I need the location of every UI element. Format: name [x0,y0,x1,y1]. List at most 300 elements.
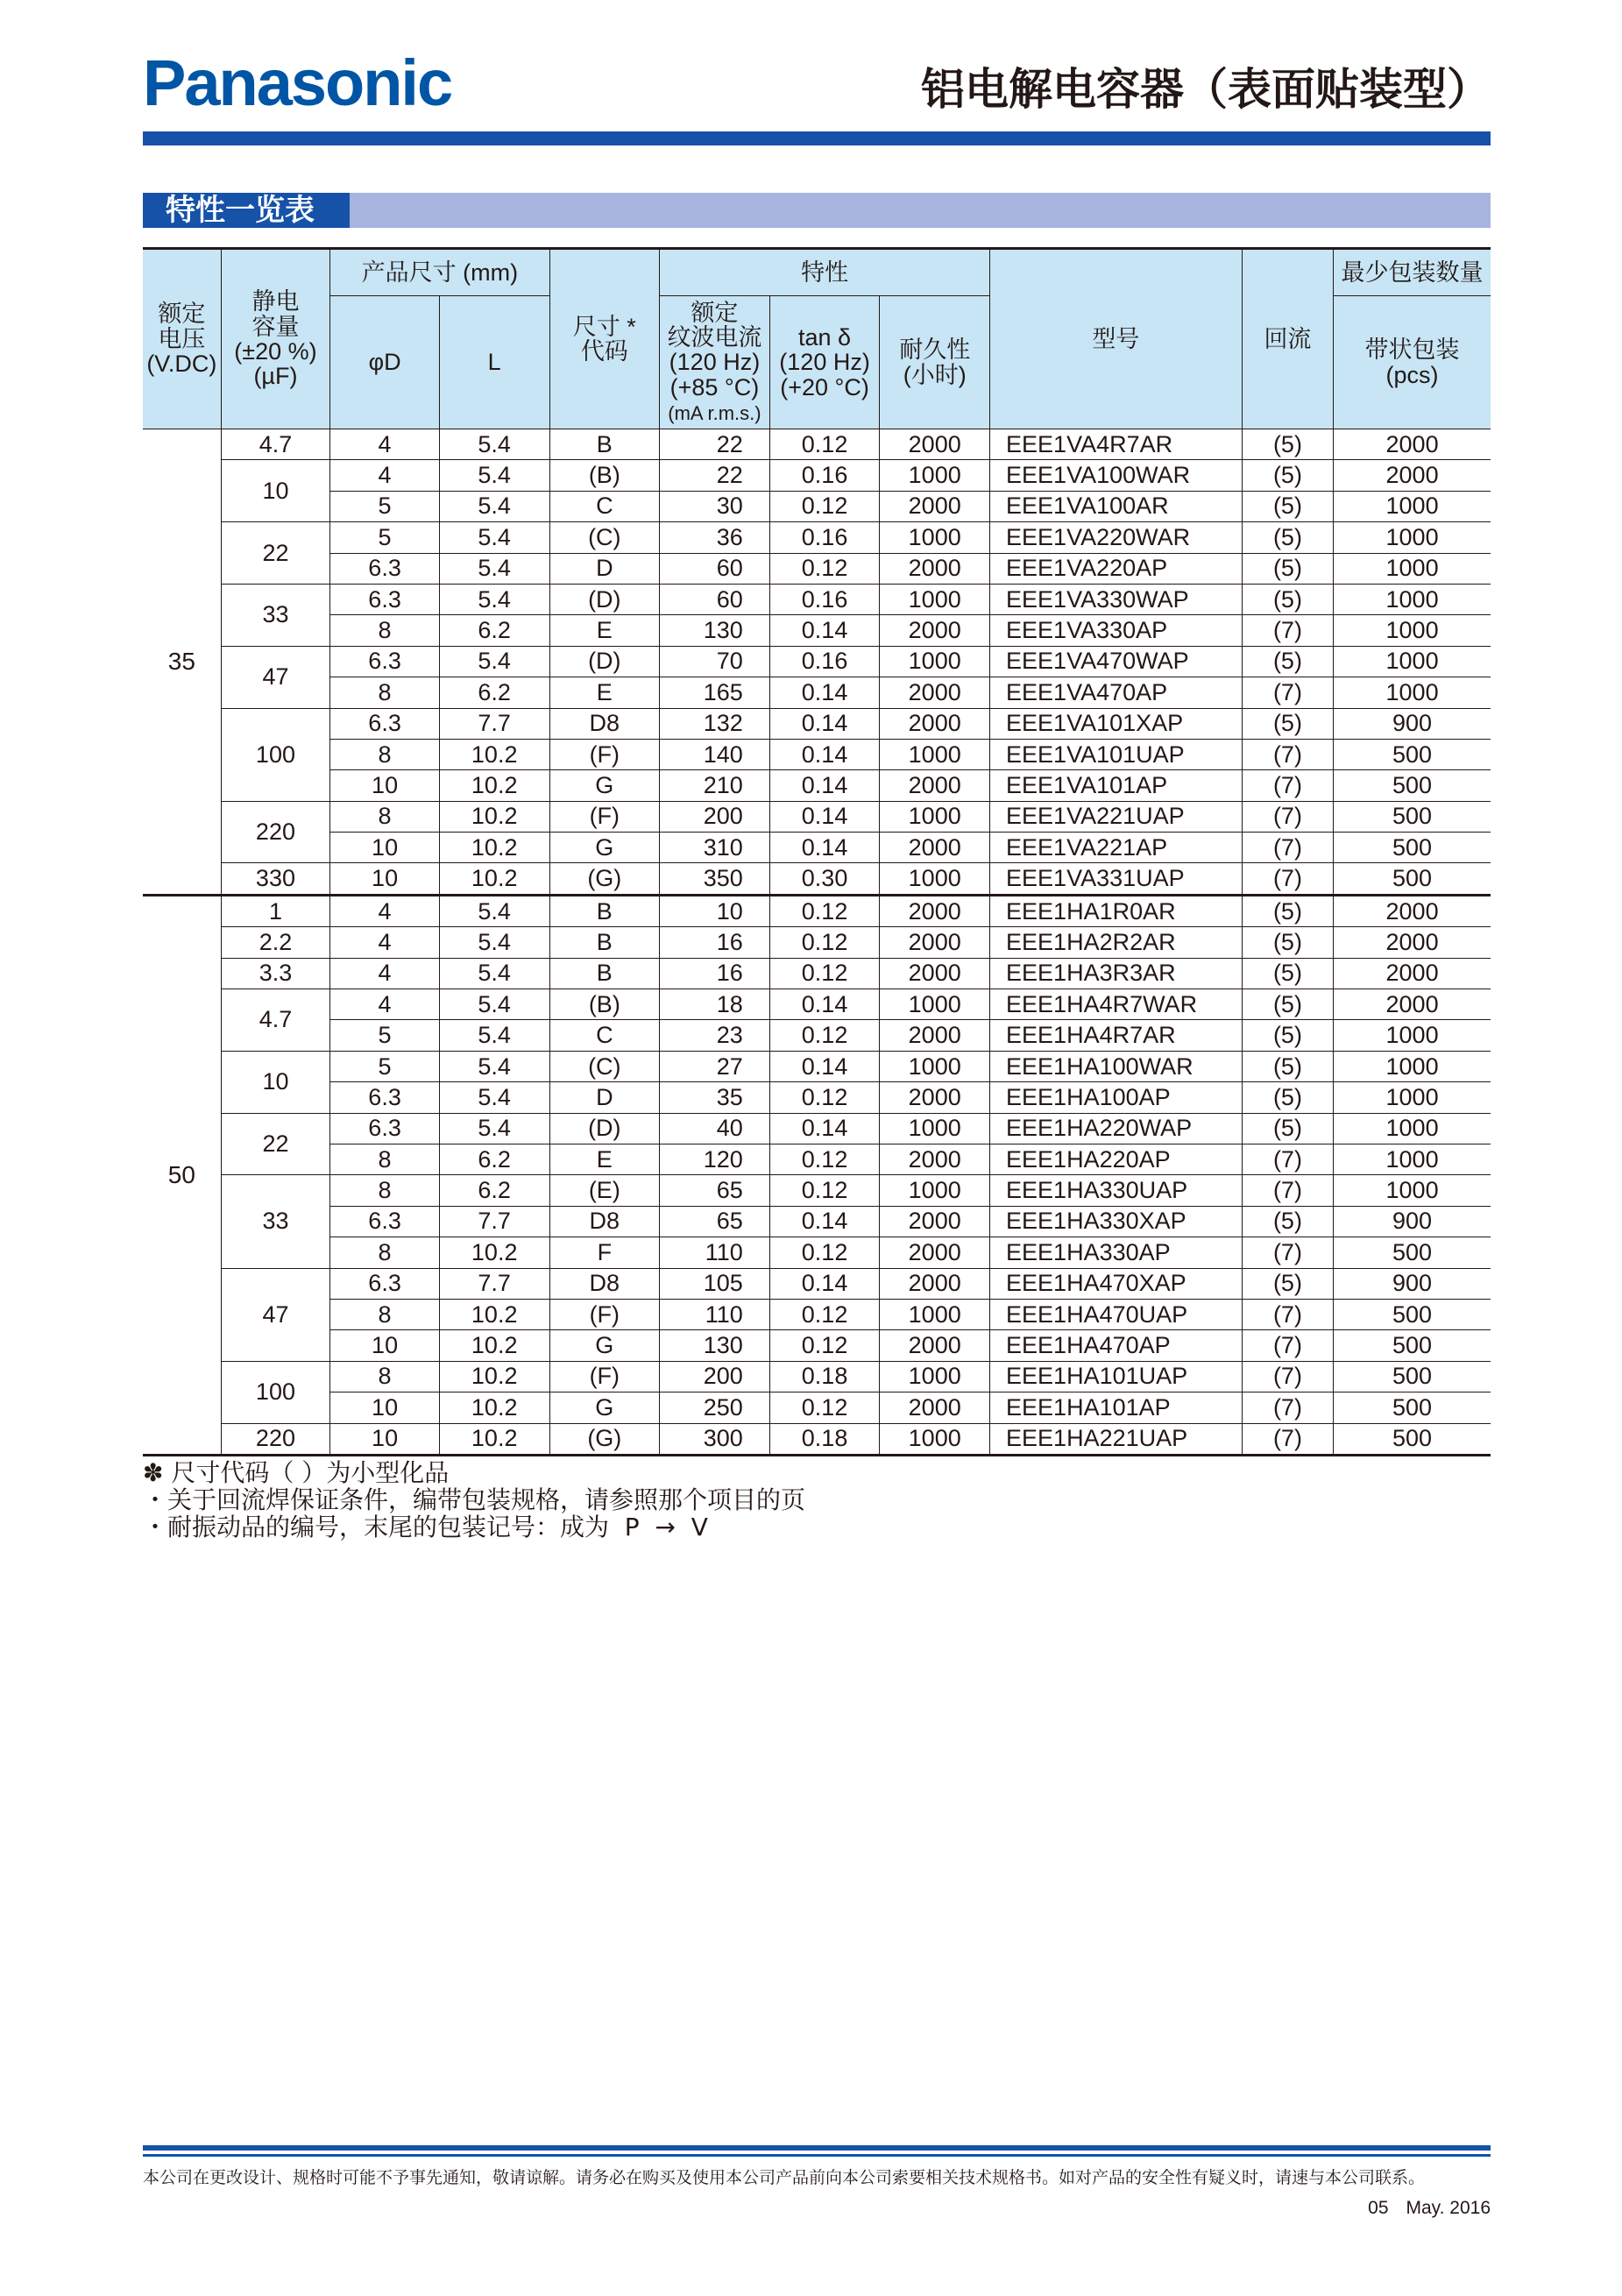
length-cell: 10.2 [439,833,549,863]
tape-packing-cell: 500 [1334,1330,1491,1361]
tan-delta-cell: 0.12 [769,1175,880,1206]
ripple-current-cell: 30 [660,491,770,521]
table-row [143,1299,1491,1329]
diameter-cell: 4 [330,927,440,958]
length-cell: 6.2 [439,1144,549,1174]
endurance-cell: 2000 [880,1268,990,1299]
header-tan-delta: tan δ (120 Hz) (+20 °C) [769,296,880,429]
diameter-cell: 6.3 [330,584,440,614]
tape-packing-cell: 500 [1334,1423,1491,1455]
diameter-cell: 4 [330,958,440,989]
ripple-current-cell: 16 [660,927,770,958]
ripple-current-cell: 130 [660,615,770,646]
reflow-cell: (5) [1242,958,1333,989]
endurance-cell: 2000 [880,770,990,801]
reflow-cell: (5) [1242,708,1333,739]
size-code-cell: (B) [549,460,660,491]
note-size-code: ✽ 尺寸代码（ ）为小型化品 [143,1458,450,1487]
ripple-current-cell: 132 [660,708,770,739]
tape-packing-cell: 1000 [1334,584,1491,614]
endurance-cell: 1000 [880,584,990,614]
diameter-cell: 8 [330,1361,440,1392]
tan-delta-cell: 0.14 [769,1051,880,1081]
endurance-cell: 2000 [880,615,990,646]
size-code-cell: (B) [549,989,660,1020]
model-number-cell: EEE1HA4R7AR [990,1020,1243,1051]
tan-delta-cell: 0.16 [769,522,880,553]
table-row [143,1237,1491,1268]
reflow-cell: (5) [1242,646,1333,677]
model-number-cell: EEE1VA100WAR [990,460,1243,491]
characteristics-table [143,247,1491,1456]
header-reflow: 回流 [1242,249,1333,429]
reflow-cell: (5) [1242,1082,1333,1113]
note-reflow: ・关于回流焊保证条件，编带包装规格，请参照那个项目的页 [143,1485,806,1514]
endurance-cell: 2000 [880,927,990,958]
size-code-cell: B [549,958,660,989]
endurance-cell: 1000 [880,1113,990,1144]
tan-delta-cell: 0.12 [769,895,880,926]
size-code-cell: (C) [549,1051,660,1081]
capacitance-cell: 4.7 [221,989,330,1052]
tape-packing-cell: 1000 [1334,1051,1491,1081]
length-cell: 10.2 [439,1423,549,1455]
model-number-cell: EEE1VA220AP [990,553,1243,584]
reflow-cell: (7) [1242,833,1333,863]
tan-delta-cell: 0.12 [769,491,880,521]
reflow-cell: (7) [1242,801,1333,832]
tan-delta-cell: 0.16 [769,584,880,614]
note-vibration: ・耐振动品的编号，末尾的包装记号：成为 P → V [143,1513,708,1541]
size-code-cell: G [549,1392,660,1423]
table-row [143,801,1491,832]
diameter-cell: 6.3 [330,1268,440,1299]
endurance-cell: 1000 [880,522,990,553]
ripple-current-cell: 35 [660,1082,770,1113]
table-row [143,615,1491,646]
size-code-cell: G [549,1330,660,1361]
tape-packing-cell: 2000 [1334,927,1491,958]
length-cell: 6.2 [439,1175,549,1206]
reflow-cell: (5) [1242,460,1333,491]
ripple-current-cell: 22 [660,460,770,491]
diameter-cell: 8 [330,801,440,832]
table-row [143,677,1491,708]
model-number-cell: EEE1VA470WAP [990,646,1243,677]
reflow-cell: (7) [1242,1423,1333,1455]
model-number-cell: EEE1VA4R7AR [990,429,1243,460]
tan-delta-cell: 0.18 [769,1361,880,1392]
endurance-cell: 1000 [880,1051,990,1081]
tan-delta-cell: 0.16 [769,646,880,677]
table-row [143,1051,1491,1081]
table-row [143,1268,1491,1299]
size-code-cell: B [549,927,660,958]
endurance-cell: 1000 [880,646,990,677]
tape-packing-cell: 500 [1334,863,1491,895]
capacitance-cell: 10 [221,460,330,522]
ripple-current-cell: 40 [660,1113,770,1144]
ripple-current-cell: 22 [660,429,770,460]
capacitance-cell: 10 [221,1051,330,1113]
reflow-cell: (5) [1242,1268,1333,1299]
length-cell: 5.4 [439,429,549,460]
reflow-cell: (5) [1242,927,1333,958]
model-number-cell: EEE1HA470XAP [990,1268,1243,1299]
length-cell: 5.4 [439,553,549,584]
table-row [143,1020,1491,1051]
model-number-cell: EEE1HA3R3AR [990,958,1243,989]
reflow-cell: (7) [1242,1237,1333,1268]
capacitance-cell: 100 [221,708,330,801]
diameter-cell: 8 [330,1175,440,1206]
endurance-cell: 1000 [880,460,990,491]
size-code-cell: D8 [549,708,660,739]
header-capacitance: 静电 容量 (±20 %) (µF) [221,249,330,429]
tape-packing-cell: 500 [1334,739,1491,769]
size-code-cell: D [549,553,660,584]
reflow-cell: (7) [1242,1144,1333,1174]
header-model: 型号 [990,249,1243,429]
diameter-cell: 8 [330,677,440,708]
brand-logo: Panasonic [143,46,452,119]
model-number-cell: EEE1VA101UAP [990,739,1243,769]
table-row [143,895,1491,926]
length-cell: 6.2 [439,615,549,646]
capacitance-cell: 100 [221,1361,330,1423]
size-code-cell: (F) [549,801,660,832]
header-diameter: φD [330,296,440,429]
tape-packing-cell: 1000 [1334,1082,1491,1113]
ripple-current-cell: 65 [660,1206,770,1237]
size-code-cell: E [549,677,660,708]
tape-packing-cell: 1000 [1334,1113,1491,1144]
length-cell: 5.4 [439,1082,549,1113]
tape-packing-cell: 1000 [1334,522,1491,553]
model-number-cell: EEE1HA2R2AR [990,927,1243,958]
tape-packing-cell: 1000 [1334,491,1491,521]
reflow-cell: (5) [1242,429,1333,460]
endurance-cell: 2000 [880,1330,990,1361]
header-rule [143,131,1491,145]
endurance-cell: 1000 [880,1175,990,1206]
length-cell: 10.2 [439,1299,549,1329]
tape-packing-cell: 1000 [1334,1175,1491,1206]
size-code-cell: C [549,491,660,521]
tan-delta-cell: 0.14 [769,677,880,708]
size-code-cell: (D) [549,584,660,614]
ripple-current-cell: 130 [660,1330,770,1361]
endurance-cell: 2000 [880,708,990,739]
tan-delta-cell: 0.14 [769,770,880,801]
tan-delta-cell: 0.16 [769,460,880,491]
capacitance-cell: 4.7 [221,429,330,460]
model-number-cell: EEE1VA221UAP [990,801,1243,832]
tan-delta-cell: 0.12 [769,553,880,584]
diameter-cell: 10 [330,863,440,895]
model-number-cell: EEE1HA470AP [990,1330,1243,1361]
tan-delta-cell: 0.14 [769,801,880,832]
diameter-cell: 4 [330,460,440,491]
tan-delta-cell: 0.12 [769,1082,880,1113]
table-row [143,1423,1491,1455]
table-header [143,249,1491,429]
voltage-group-35 [143,429,1491,896]
length-cell: 6.2 [439,677,549,708]
table-row [143,646,1491,677]
tan-delta-cell: 0.12 [769,1237,880,1268]
endurance-cell: 2000 [880,1237,990,1268]
size-code-cell: (G) [549,1423,660,1455]
capacitance-cell: 33 [221,1175,330,1268]
model-number-cell: EEE1HA4R7WAR [990,989,1243,1020]
ripple-current-cell: 16 [660,958,770,989]
model-number-cell: EEE1HA100WAR [990,1051,1243,1081]
table-row [143,1392,1491,1423]
tan-delta-cell: 0.30 [769,863,880,895]
capacitance-cell: 3.3 [221,958,330,989]
tape-packing-cell: 500 [1334,770,1491,801]
diameter-cell: 8 [330,1144,440,1174]
size-code-cell: C [549,1020,660,1051]
capacitance-cell: 220 [221,801,330,863]
ripple-current-cell: 10 [660,895,770,926]
issue-date: May. 2016 [1406,2198,1491,2218]
tape-packing-cell: 500 [1334,1237,1491,1268]
tape-packing-cell: 2000 [1334,460,1491,491]
diameter-cell: 6.3 [330,1113,440,1144]
reflow-cell: (7) [1242,1299,1333,1329]
reflow-cell: (7) [1242,1330,1333,1361]
ripple-current-cell: 23 [660,1020,770,1051]
tape-packing-cell: 2000 [1334,989,1491,1020]
diameter-cell: 8 [330,615,440,646]
diameter-cell: 6.3 [330,708,440,739]
model-number-cell: EEE1VA101XAP [990,708,1243,739]
table-row [143,708,1491,739]
header-endurance: 耐久性 (小时) [880,296,990,429]
tape-packing-cell: 2000 [1334,429,1491,460]
tape-packing-cell: 2000 [1334,958,1491,989]
reflow-cell: (5) [1242,491,1333,521]
model-number-cell: EEE1HA221UAP [990,1423,1243,1455]
endurance-cell: 2000 [880,1144,990,1174]
model-number-cell: EEE1VA221AP [990,833,1243,863]
model-number-cell: EEE1VA331UAP [990,863,1243,895]
tan-delta-cell: 0.12 [769,1144,880,1174]
length-cell: 10.2 [439,770,549,801]
size-code-cell: (F) [549,1361,660,1392]
model-number-cell: EEE1HA1R0AR [990,895,1243,926]
size-code-cell: (F) [549,739,660,769]
diameter-cell: 6.3 [330,1206,440,1237]
diameter-cell: 6.3 [330,1082,440,1113]
tape-packing-cell: 1000 [1334,615,1491,646]
capacitance-cell: 330 [221,863,330,895]
table-row [143,429,1491,460]
diameter-cell: 4 [330,895,440,926]
endurance-cell: 2000 [880,833,990,863]
size-code-cell: B [549,429,660,460]
endurance-cell: 2000 [880,1020,990,1051]
size-code-cell: D [549,1082,660,1113]
table-row [143,1206,1491,1237]
ripple-current-cell: 200 [660,801,770,832]
length-cell: 5.4 [439,958,549,989]
table-row [143,739,1491,769]
reflow-cell: (5) [1242,553,1333,584]
length-cell: 5.4 [439,1051,549,1081]
diameter-cell: 10 [330,770,440,801]
endurance-cell: 1000 [880,1299,990,1329]
length-cell: 10.2 [439,739,549,769]
length-cell: 5.4 [439,491,549,521]
tape-packing-cell: 1000 [1334,1020,1491,1051]
endurance-cell: 1000 [880,1423,990,1455]
length-cell: 10.2 [439,801,549,832]
reflow-cell: (7) [1242,863,1333,895]
model-number-cell: EEE1HA220WAP [990,1113,1243,1144]
tan-delta-cell: 0.14 [769,1268,880,1299]
table-row [143,522,1491,553]
header-packing-group: 最少包装数量 [1334,249,1491,296]
model-number-cell: EEE1HA330AP [990,1237,1243,1268]
model-number-cell: EEE1HA220AP [990,1144,1243,1174]
table-row [143,1330,1491,1361]
tape-packing-cell: 500 [1334,1299,1491,1329]
voltage-group-50 [143,895,1491,1455]
tape-packing-cell: 900 [1334,708,1491,739]
model-number-cell: EEE1HA100AP [990,1082,1243,1113]
tape-packing-cell: 500 [1334,801,1491,832]
size-code-cell: (C) [549,522,660,553]
diameter-cell: 8 [330,1299,440,1329]
ripple-current-cell: 110 [660,1237,770,1268]
notes [143,1459,805,1541]
capacitance-cell: 1 [221,895,330,926]
ripple-current-cell: 140 [660,739,770,769]
size-code-cell: D8 [549,1206,660,1237]
header-characteristics-group: 特性 [660,249,990,296]
model-number-cell: EEE1VA470AP [990,677,1243,708]
size-code-cell: G [549,833,660,863]
tape-packing-cell: 900 [1334,1206,1491,1237]
tan-delta-cell: 0.12 [769,429,880,460]
tan-delta-cell: 0.14 [769,833,880,863]
diameter-cell: 10 [330,1423,440,1455]
header-length: L [439,296,549,429]
table-row [143,833,1491,863]
ripple-current-cell: 65 [660,1175,770,1206]
diameter-cell: 5 [330,1020,440,1051]
diameter-cell: 5 [330,491,440,521]
reflow-cell: (7) [1242,739,1333,769]
size-code-cell: D8 [549,1268,660,1299]
size-code-cell: E [549,1144,660,1174]
endurance-cell: 1000 [880,989,990,1020]
reflow-cell: (5) [1242,1113,1333,1144]
header-size-code: 尺寸 * 代码 [549,249,660,429]
endurance-cell: 2000 [880,429,990,460]
model-number-cell: EEE1HA470UAP [990,1299,1243,1329]
ripple-current-cell: 27 [660,1051,770,1081]
capacitance-cell: 47 [221,646,330,708]
table-row [143,958,1491,989]
tape-packing-cell: 1000 [1334,1144,1491,1174]
tan-delta-cell: 0.14 [769,989,880,1020]
diameter-cell: 6.3 [330,553,440,584]
table-row [143,1082,1491,1113]
document-title: 铝电解电容器（表面贴装型） [921,64,1491,115]
model-number-cell: EEE1HA330UAP [990,1175,1243,1206]
endurance-cell: 2000 [880,491,990,521]
endurance-cell: 1000 [880,801,990,832]
ripple-current-cell: 36 [660,522,770,553]
endurance-cell: 2000 [880,1392,990,1423]
ripple-current-cell: 105 [660,1268,770,1299]
length-cell: 5.4 [439,646,549,677]
endurance-cell: 2000 [880,895,990,926]
size-code-cell: (D) [549,646,660,677]
diameter-cell: 5 [330,522,440,553]
diameter-cell: 6.3 [330,646,440,677]
header-tape-packing: 带状包装 (pcs) [1334,296,1491,429]
length-cell: 5.4 [439,584,549,614]
tan-delta-cell: 0.14 [769,1113,880,1144]
table-row [143,1361,1491,1392]
ripple-current-cell: 60 [660,584,770,614]
size-code-cell: (G) [549,863,660,895]
size-code-cell: (D) [549,1113,660,1144]
ripple-current-cell: 70 [660,646,770,677]
capacitance-cell: 22 [221,522,330,585]
length-cell: 10.2 [439,863,549,895]
endurance-cell: 1000 [880,1361,990,1392]
table-row [143,460,1491,491]
page-info [1350,2198,1491,2219]
diameter-cell: 10 [330,1392,440,1423]
header-size-group: 产品尺寸 (mm) [330,249,549,296]
size-code-cell: B [549,895,660,926]
ripple-current-cell: 110 [660,1299,770,1329]
length-cell: 7.7 [439,1268,549,1299]
header-voltage: 额定 电压 (V.DC) [143,249,221,429]
tape-packing-cell: 500 [1334,833,1491,863]
ripple-current-cell: 300 [660,1423,770,1455]
length-cell: 10.2 [439,1392,549,1423]
tape-packing-cell: 500 [1334,1361,1491,1392]
table-row [143,770,1491,801]
endurance-cell: 2000 [880,1082,990,1113]
page-number: 05 [1368,2198,1389,2218]
size-code-cell: (E) [549,1175,660,1206]
table-row [143,1144,1491,1174]
ripple-current-cell: 350 [660,863,770,895]
length-cell: 5.4 [439,460,549,491]
capacitance-cell: 2.2 [221,927,330,958]
tape-packing-cell: 1000 [1334,677,1491,708]
reflow-cell: (7) [1242,615,1333,646]
length-cell: 5.4 [439,989,549,1020]
ripple-current-cell: 60 [660,553,770,584]
length-cell: 7.7 [439,708,549,739]
tan-delta-cell: 0.14 [769,739,880,769]
table-row [143,553,1491,584]
tan-delta-cell: 0.12 [769,927,880,958]
table-row [143,584,1491,614]
endurance-cell: 2000 [880,677,990,708]
table-row [143,863,1491,895]
